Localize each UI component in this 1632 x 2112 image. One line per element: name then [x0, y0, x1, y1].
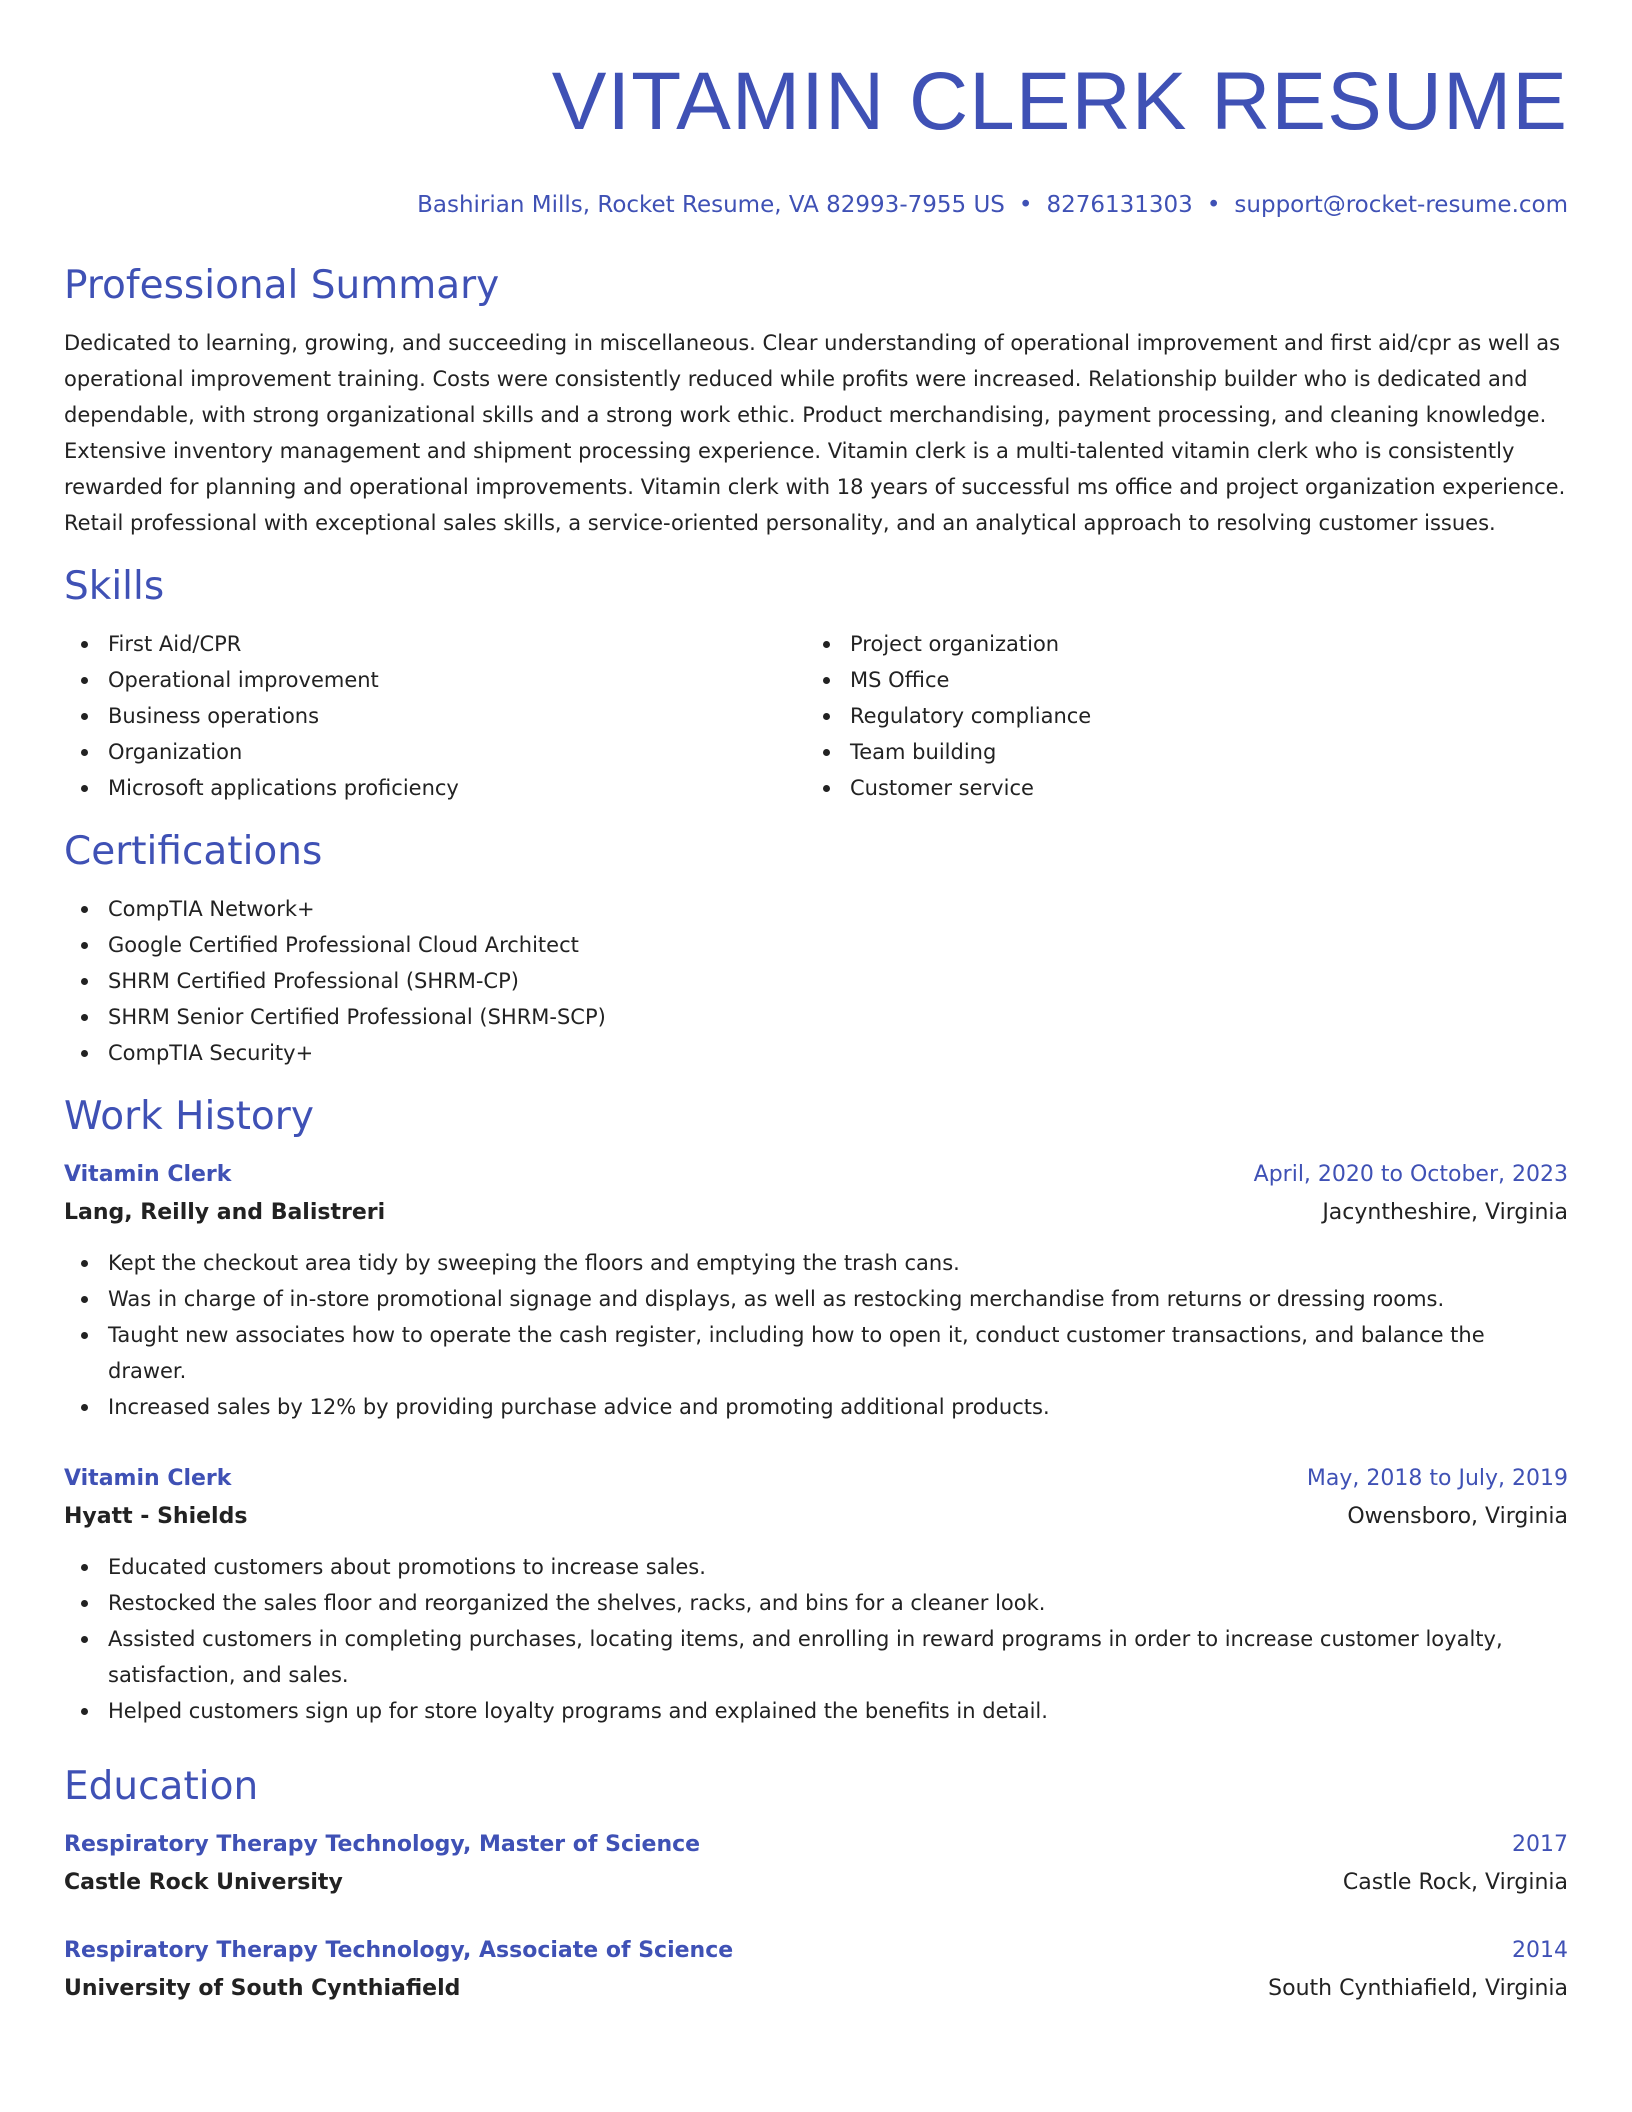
skill-item: First Aid/CPR — [64, 626, 806, 662]
job-bullets — [64, 1245, 1568, 1425]
summary-text: Dedicated to learning, growing, and succeeding in miscellaneous. Clear understanding of operational improvement and first aid/cpr as well as operational improvement training. Costs were consistently reduced while profits were increased. Relationship builder who is dedicated and dependable, with strong organizational skills and a strong work ethic. Product merchandising, payment processing, and cleaning knowledge. Extensive inventory management and shipment processing experience. Vitamin clerk is a multi-talented vitamin clerk who is consistently rewarded for planning and operational improvements. Vitamin clerk with 18 years of successful ms office and project organization experience. Retail professional with exceptional sales skills, a service-oriented personality, and an analytical approach to resolving customer issues. — [64, 331, 1566, 535]
education-school: University of South Cynthiafield — [64, 1976, 461, 2001]
resume-page — [64, 56, 1568, 2009]
skill-item: Customer service — [806, 770, 1548, 806]
skill-item: Organization — [64, 734, 806, 770]
skill-item: MS Office — [806, 662, 1548, 698]
job-dates: May, 2018 to July, 2019 — [1306, 1466, 1568, 1491]
job-header-row — [64, 1157, 1568, 1193]
job-bullet: Assisted customers in completing purchases, locating items, and enrolling in reward programs in order to increase customer loyalty, satisfaction, and sales. — [64, 1621, 1568, 1693]
education-header-row — [64, 1827, 1568, 1863]
contact-email[interactable]: support@rocket-resume.com — [1234, 192, 1568, 218]
skill-item: Project organization — [806, 626, 1548, 662]
job-company: Lang, Reilly and Balistreri — [64, 1200, 386, 1225]
contact-phone: 8276131303 — [1046, 192, 1193, 218]
job-bullet: Restocked the sales floor and reorganized the shelves, racks, and bins for a cleaner look. — [64, 1585, 1568, 1621]
resume-title: VITAMIN CLERK RESUME — [551, 56, 1568, 147]
skill-item: Regulatory compliance — [806, 698, 1548, 734]
skill-item: Team building — [806, 734, 1548, 770]
job-title: Vitamin Clerk — [64, 1466, 232, 1491]
skills-column-right — [806, 626, 1548, 806]
certification-item: CompTIA Network+ — [64, 891, 1568, 927]
education-header-row — [64, 1933, 1568, 1969]
job-location: Jacyntheshire, Virginia — [1322, 1200, 1568, 1225]
skill-item: Operational improvement — [64, 662, 806, 698]
job-bullet: Increased sales by 12% by providing purchase advice and promoting additional products. — [64, 1389, 1568, 1425]
education-school-row — [64, 1863, 1568, 1903]
work-history-heading: Work History — [64, 1094, 314, 1139]
certification-item: Google Certified Professional Cloud Architect — [64, 927, 1568, 963]
job-bullets — [64, 1549, 1568, 1729]
skills-heading: Skills — [64, 564, 165, 609]
education-heading: Education — [64, 1764, 259, 1809]
certifications-heading: Certifications — [64, 829, 323, 874]
certification-item: SHRM Senior Certified Professional (SHRM-SCP) — [64, 999, 1568, 1035]
job-dates: April, 2020 to October, 2023 — [1253, 1162, 1568, 1187]
job-bullet: Taught new associates how to operate the cash register, including how to open it, conduct customer transactions, and balance the drawer. — [64, 1317, 1568, 1389]
job-bullet: Kept the checkout area tidy by sweeping the floors and emptying the trash cans. — [64, 1245, 1568, 1281]
education-location: Castle Rock, Virginia — [1342, 1870, 1568, 1895]
certification-item: CompTIA Security+ — [64, 1035, 1568, 1071]
job-location: Owensboro, Virginia — [1347, 1504, 1568, 1529]
education-year: 2014 — [1512, 1938, 1568, 1963]
job-bullet: Was in charge of in-store promotional signage and displays, as well as restocking merchandise from returns or dressing rooms. — [64, 1281, 1568, 1317]
job-entry — [64, 1157, 1568, 1425]
skill-item: Business operations — [64, 698, 806, 734]
certifications-list — [64, 891, 1568, 1071]
job-company-row — [64, 1497, 1568, 1537]
contact-address: Bashirian Mills, Rocket Resume, VA 82993-7955 US — [417, 192, 1005, 218]
certification-item: SHRM Certified Professional (SHRM-CP) — [64, 963, 1568, 999]
skill-item: Microsoft applications proficiency — [64, 770, 806, 806]
education-entry — [64, 1827, 1568, 1903]
job-entry — [64, 1461, 1568, 1729]
job-company: Hyatt - Shields — [64, 1504, 248, 1529]
skills-columns — [64, 626, 1568, 806]
education-degree: Respiratory Therapy Technology, Master of Science — [64, 1832, 701, 1857]
summary-heading: Professional Summary — [64, 263, 500, 308]
contact-line — [64, 190, 1568, 220]
job-company-row — [64, 1193, 1568, 1233]
contact-separator: • — [1206, 192, 1221, 218]
education-location: South Cynthiafield, Virginia — [1268, 1976, 1568, 2001]
job-bullet: Educated customers about promotions to increase sales. — [64, 1549, 1568, 1585]
skills-column-left — [64, 626, 806, 806]
job-title: Vitamin Clerk — [64, 1162, 232, 1187]
job-header-row — [64, 1461, 1568, 1497]
education-degree: Respiratory Therapy Technology, Associate of Science — [64, 1938, 734, 1963]
education-school-row — [64, 1969, 1568, 2009]
job-bullet: Helped customers sign up for store loyalty programs and explained the benefits in detail. — [64, 1693, 1568, 1729]
education-school: Castle Rock University — [64, 1870, 343, 1895]
contact-separator: • — [1018, 192, 1033, 218]
education-entry — [64, 1933, 1568, 2009]
education-year: 2017 — [1512, 1832, 1568, 1857]
